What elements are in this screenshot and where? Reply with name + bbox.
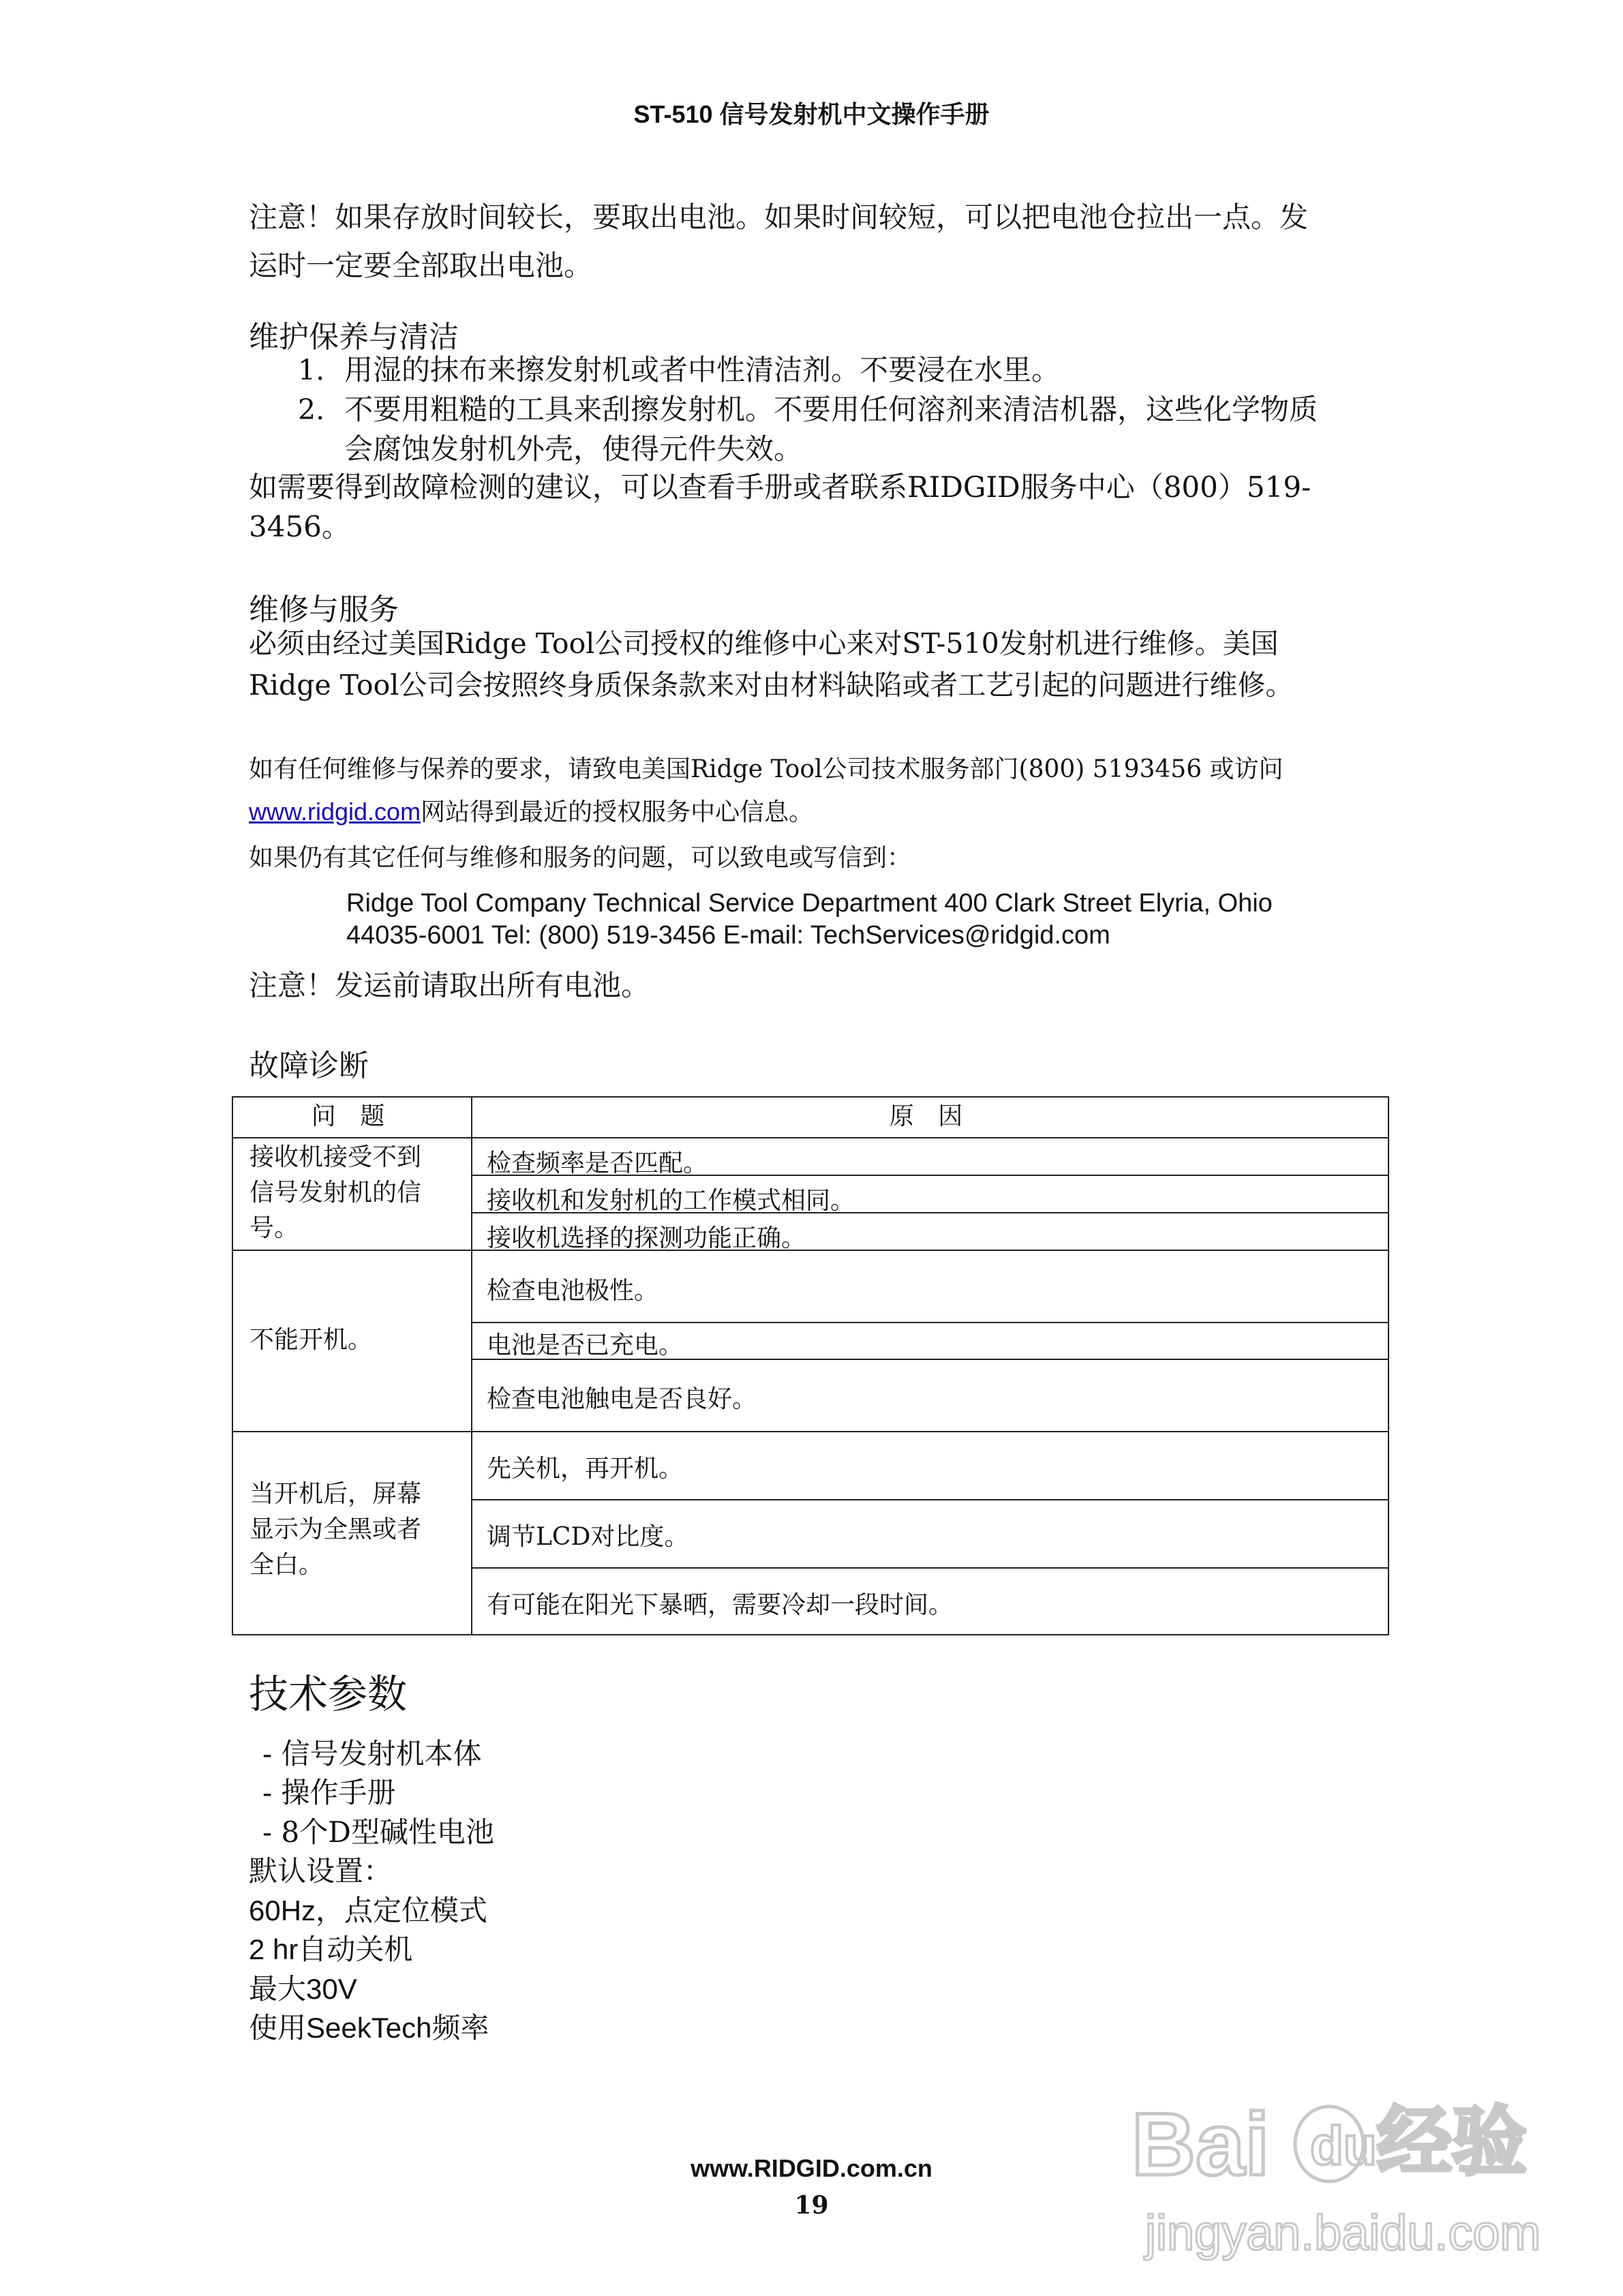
defaults-label: 默认设置： — [249, 1854, 393, 1888]
list-item-number: 1. — [298, 354, 325, 387]
cause-cell: 电池是否已充电。 — [487, 1331, 684, 1359]
default-setting: 60Hz，点定位模式 — [249, 1894, 488, 1927]
tech-item: - 操作手册 — [262, 1776, 396, 1809]
storage-notice-line-2: 运时一定要全部取出电池。 — [249, 249, 593, 282]
default-setting: 最大30V — [249, 1973, 357, 2005]
problem-line: 显示为全黑或者 — [249, 1515, 422, 1543]
problem-cell — [249, 1140, 461, 1246]
list-item-number: 2. — [298, 393, 325, 426]
cause-cell: 有可能在阳光下暴晒，需要冷却一段时间。 — [487, 1591, 954, 1619]
table-group-divider — [233, 1250, 1388, 1251]
default-setting: 2 hr自动关机 — [249, 1933, 413, 1965]
problem-line: 接收机接受不到 — [249, 1143, 422, 1171]
table-header-divider — [233, 1137, 1388, 1138]
service-contact-note — [249, 468, 1394, 547]
list-item-text: 不要用粗糙的工具来刮擦发射机。不要用任何溶剂来清洁机器，这些化学物质 — [344, 393, 1318, 426]
problem-line: 全白。 — [249, 1551, 324, 1579]
table-row-divider — [471, 1322, 1388, 1323]
problem-cell — [249, 1477, 461, 1583]
problem-line: 号。 — [249, 1214, 299, 1242]
shipping-notice: 注意！发运前请取出所有电池。 — [249, 969, 650, 1002]
cause-cell: 接收机和发射机的工作模式相同。 — [487, 1187, 855, 1215]
service-contact-note-line-2: 3456。 — [249, 510, 350, 543]
service-heading: 维修与服务 — [249, 592, 399, 627]
table-group-divider — [233, 1431, 1388, 1432]
svg-text:jingyan.baidu.com: jingyan.baidu.com — [1145, 2206, 1541, 2261]
storage-notice-line-1: 注意！如果存放时间较长，要取出电池。如果时间较短，可以把电池仓拉出一点。发 — [249, 200, 1309, 234]
table-row-divider — [471, 1499, 1388, 1500]
contact-paragraph-line-1: 如有任何维修与保养的要求，请致电美国Ridge Tool公司技术服务部门(800) 5193456 或访问 — [249, 755, 1284, 783]
company-address-line-2: 44035-6001 Tel: (800) 519-3456 E-mail: TechServices@ridgid.com — [346, 921, 1110, 950]
baidu-jingyan-watermark — [1132, 2072, 1568, 2277]
column-header-cause: 原 因 — [889, 1102, 971, 1130]
problem-line: 不能开机。 — [249, 1326, 373, 1354]
company-address — [346, 888, 1382, 952]
cause-cell: 先关机，再开机。 — [487, 1455, 684, 1483]
page-number: 19 — [794, 2191, 829, 2220]
maintenance-list — [249, 350, 1394, 469]
write-to-line: 如果仍有其它任何与维修和服务的问题，可以致电或写信到： — [249, 844, 912, 872]
problem-line: 当开机后，屏幕 — [249, 1480, 422, 1508]
problem-cell — [249, 1323, 461, 1358]
list-item — [249, 390, 1394, 429]
cause-cell: 调节LCD对比度。 — [487, 1523, 689, 1551]
contact-paragraph — [249, 749, 1394, 834]
problem-line: 信号发射机的信 — [249, 1179, 422, 1207]
default-setting: 使用SeekTech频率 — [249, 2012, 489, 2044]
svg-text:Bai: Bai — [1132, 2094, 1270, 2194]
svg-text:du: du — [1310, 2115, 1377, 2176]
service-paragraph — [249, 623, 1394, 706]
column-header-problem: 问 题 — [311, 1102, 393, 1130]
list-item-continuation: 会腐蚀发射机外壳，使得元件失效。 — [344, 432, 803, 466]
tech-item: - 信号发射机本体 — [262, 1737, 482, 1770]
service-contact-note-line-1: 如需要得到故障检测的建议，可以查看手册或者联系RIDGID服务中心（800）519- — [249, 470, 1311, 504]
contact-paragraph-line-2 — [249, 791, 1394, 834]
troubleshooting-table — [232, 1096, 1389, 1635]
footer-website: www.RIDGID.com.cn — [691, 2154, 932, 2182]
cause-cell: 检查频率是否匹配。 — [487, 1149, 708, 1177]
troubleshooting-heading: 故障诊断 — [249, 1048, 369, 1083]
tech-item: - 8个D型碱性电池 — [262, 1815, 494, 1849]
service-paragraph-line-2: Ridge Tool公司会按照终身质保条款来对由材料缺陷或者工艺引起的问题进行维修。 — [249, 669, 1294, 701]
storage-notice — [249, 193, 1394, 290]
list-item — [249, 350, 1394, 390]
cause-cell: 检查电池触电是否良好。 — [487, 1385, 757, 1413]
company-address-line-1: Ridge Tool Company Technical Service Department 400 Clark Street Elyria, Ohio — [346, 889, 1273, 918]
cause-cell: 接收机选择的探测功能正确。 — [487, 1224, 806, 1252]
contact-paragraph-line-2-rest: 网站得到最近的授权服务中心信息。 — [421, 798, 814, 826]
svg-text:经验: 经验 — [1377, 2098, 1527, 2186]
table-column-divider — [471, 1098, 472, 1634]
tech-specs-heading: 技术参数 — [249, 1671, 408, 1717]
paw-icon — [1295, 2106, 1377, 2181]
cause-cell: 检查电池极性。 — [487, 1277, 659, 1305]
list-item-text: 用湿的抹布来擦发射机或者中性清洁剂。不要浸在水里。 — [344, 353, 1061, 387]
page-header-title: ST-510 信号发射机中文操作手册 — [633, 100, 990, 128]
table-row-divider — [471, 1567, 1388, 1569]
ridgid-website-link[interactable]: www.ridgid.com — [249, 798, 421, 826]
maintenance-heading: 维护保养与清洁 — [249, 320, 459, 354]
service-paragraph-line-1: 必须由经过美国Ridge Tool公司授权的维修中心来对ST-510发射机进行维修。美国 — [249, 627, 1279, 660]
watermark-logo — [1132, 2072, 1568, 2277]
